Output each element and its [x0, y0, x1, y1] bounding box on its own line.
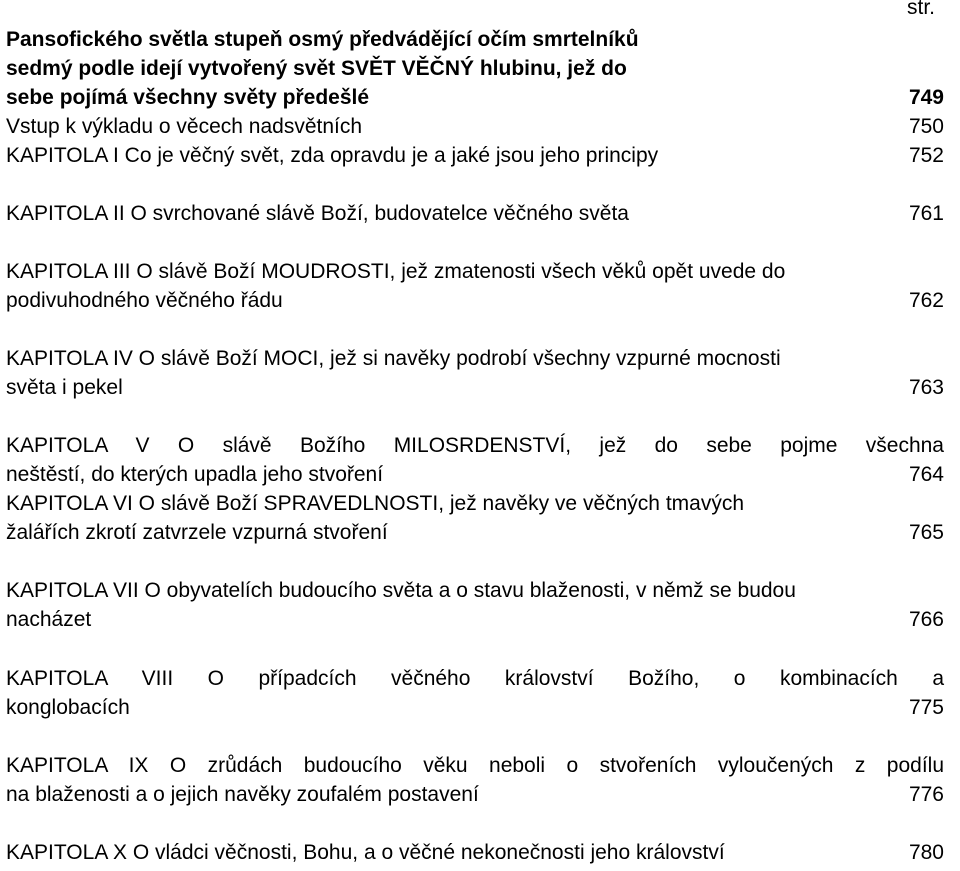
page-column-label: str. [907, 0, 936, 19]
toc-entry-title-line-1: Pansofického světla stupeň osmý předvádějící očím smrtelníků [6, 28, 639, 51]
toc-entry-introduction [6, 112, 944, 141]
toc-entry-chapter-4-line-2 [6, 373, 944, 402]
toc-page-number: 761 [908, 202, 944, 225]
toc-entry-title-text: sebe pojímá všechny světy předešlé [6, 86, 370, 109]
toc-page-number: 762 [908, 289, 944, 312]
toc-page-number: 766 [908, 608, 944, 631]
toc-entry-text: neštěstí, do kterých upadla jeho stvoření [6, 463, 384, 486]
toc-entry-title-line-3 [6, 83, 944, 112]
toc-entry-text: světa i pekel [6, 376, 123, 399]
toc-entry-text: podivuhodného věčného řádu [6, 289, 283, 312]
toc-entry-chapter-8-line-1: KAPITOLA VIII O případcích věčného království Božího, o kombinacích a [6, 667, 944, 690]
toc-entry-chapter-2 [6, 199, 944, 228]
toc-entry-chapter-7-line-1: KAPITOLA VII O obyvatelích budoucího světa a o stavu blaženosti, v němž se budou [6, 579, 796, 602]
toc-entry-chapter-8-line-2 [6, 693, 944, 722]
toc-entry-chapter-4-line-1: KAPITOLA IV O slávě Boží MOCI, jež si navěky podrobí všechny vzpurné mocnosti [6, 347, 781, 370]
toc-entry-chapter-6-line-2 [6, 518, 944, 547]
toc-entry-chapter-1 [6, 141, 944, 170]
toc-page-number: 764 [908, 463, 944, 486]
toc-entry-text: Vstup k výkladu o věcech nadsvětních [6, 115, 363, 138]
toc-entry-chapter-5-line-2 [6, 460, 944, 489]
toc-page-number: 752 [908, 144, 944, 167]
toc-page-number: 763 [908, 376, 944, 399]
toc-entry-text: KAPITOLA II O svrchované slávě Boží, budovatelce věčného světa [6, 202, 629, 225]
toc-page-number: 776 [908, 783, 944, 806]
toc-page-number: 749 [908, 86, 944, 109]
toc-entry-chapter-3-line-1: KAPITOLA III O slávě Boží MOUDROSTI, jež zmatenosti všech věků opět uvede do [6, 260, 786, 283]
toc-entry-chapter-10 [6, 838, 944, 867]
toc-entry-chapter-6-line-1: KAPITOLA VI O slávě Boží SPRAVEDLNOSTI, jež navěky ve věčných tmavých [6, 492, 745, 515]
toc-entry-text: nacházet [6, 608, 92, 631]
toc-page-number: 775 [908, 696, 944, 719]
toc-entry-text: konglobacích [6, 696, 130, 719]
toc-entry-chapter-3-line-2 [6, 286, 944, 315]
toc-entry-chapter-7-line-2 [6, 605, 944, 634]
toc-entry-text: KAPITOLA X O vládci věčnosti, Bohu, a o věčné nekonečnosti jeho království [6, 841, 725, 864]
toc-entry-chapter-5-line-1: KAPITOLA V O slávě Božího MILOSRDENSTVÍ, jež do sebe pojme všechna [6, 434, 944, 457]
toc-entry-title-line-2: sedmý podle idejí vytvořený svět SVĚT VĚČNÝ hlubinu, jež do [6, 57, 627, 80]
toc-entry-chapter-9-line-1: KAPITOLA IX O zrůdách budoucího věku neboli o stvořeních vyloučených z podílu [6, 754, 944, 777]
toc-entry-text: žalářích zkrotí zatvrzele vzpurná stvoření [6, 521, 388, 544]
toc-page-number: 780 [908, 841, 944, 864]
toc-page-number: 750 [908, 115, 944, 138]
toc-page-number: 765 [908, 521, 944, 544]
toc-entry-text: KAPITOLA I Co je věčný svět, zda opravdu je a jaké jsou jeho principy [6, 144, 659, 167]
toc-entry-text: na blaženosti a o jejich navěky zoufalém postavení [6, 783, 479, 806]
toc-entry-chapter-9-line-2 [6, 780, 944, 809]
